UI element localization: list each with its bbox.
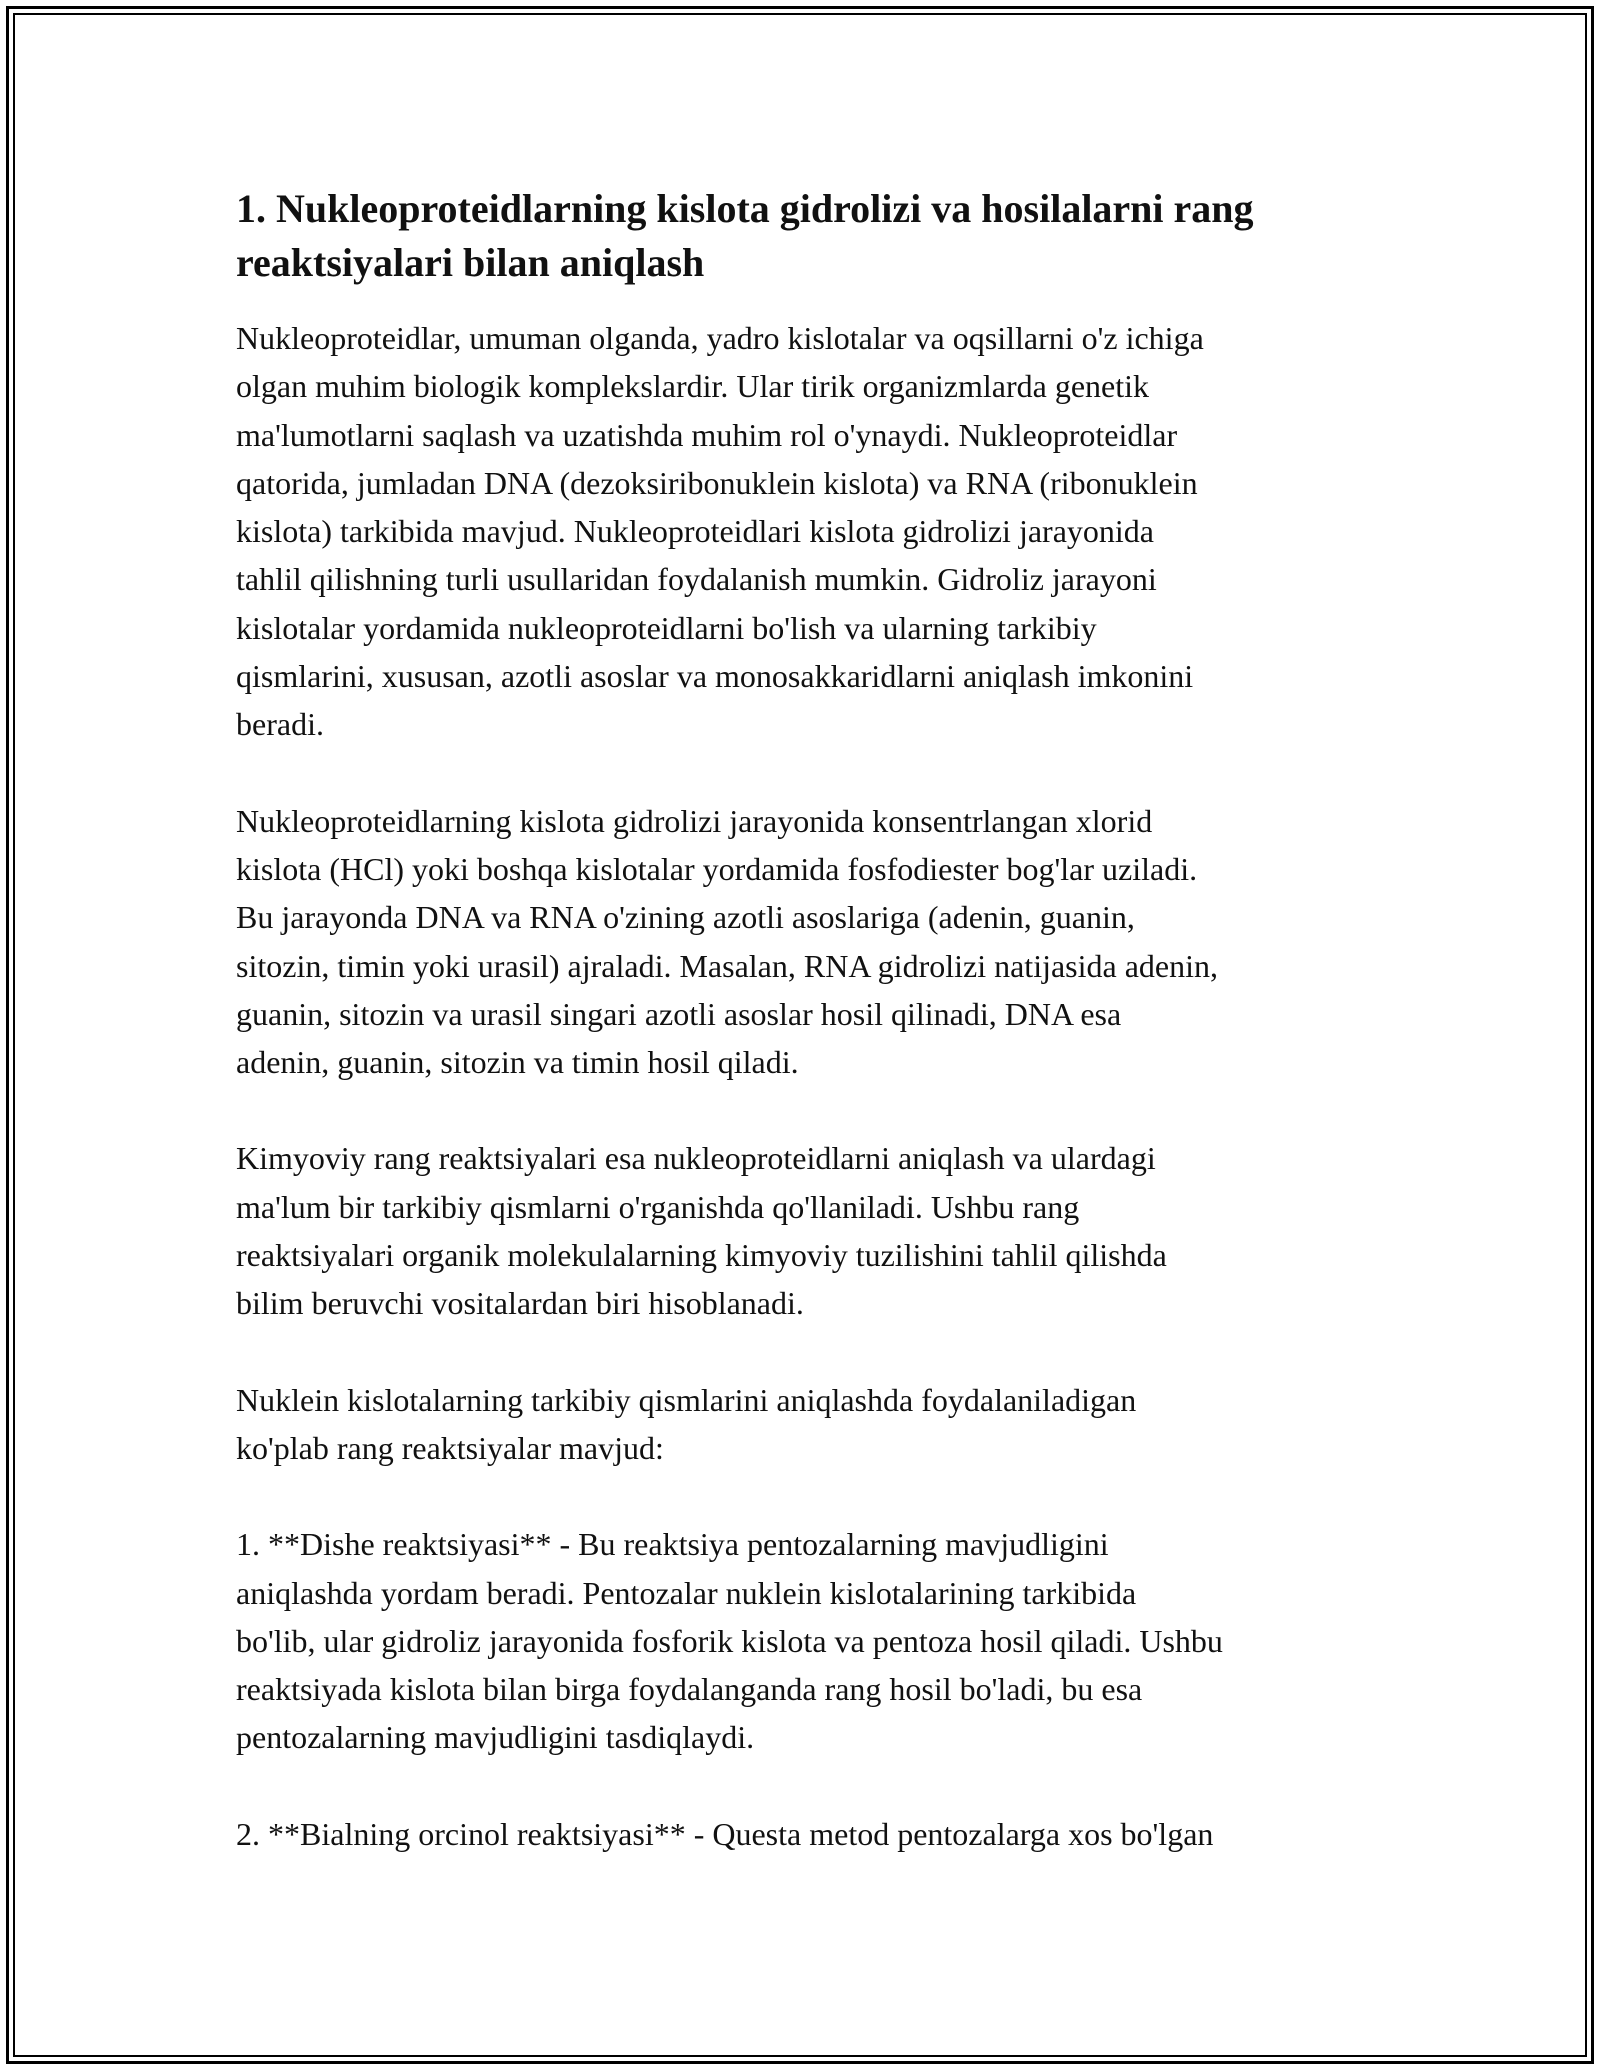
paragraph-color-reactions: Kimyoviy rang reaktsiyalari esa nukleoproteidlarni aniqlash va ulardagi ma'lum bir tarkibiy qismlarni o'rganishda qo'llaniladi. Ushbu rang reaktsiyalari organik molekulalarning kimyoviy tuzilishini tahlil qilishda bilim beruvchi vositalardan biri hisoblanadi.	[236, 1140, 1167, 1322]
document-title: 1. Nukleoproteidlarning kislota gidrolizi va hosilalarni rang reaktsiyalari bilan aniqlash	[236, 186, 1254, 285]
paragraph-intro: Nukleoproteidlar, umuman olganda, yadro kislotalar va oqsillarni o'z ichiga olgan muhim biologik komplekslardir. Ular tirik organizmlarda genetik ma'lumotlarni saqlash va uzatishda muhim rol o'ynaydi. Nukleoproteidlar qatorida, jumladan DNA (dezoksiribonuklein kislota) va RNA (ribonuklein kislota) tarkibida mavjud. Nukleoproteidlari kislota gidrolizi jarayonida tahlil qilishning turli usullaridan foydalanish mumkin. Gidroliz jarayoni kislotalar yordamida nukleoproteidlarni bo'lish va ularning tarkibiy qismlarini, xususan, azotli asoslar va monosakkaridlarni aniqlash imkonini beradi.	[236, 320, 1204, 743]
paragraph-hydrolysis: Nukleoproteidlarning kislota gidrolizi jarayonida konsentrlangan xlorid kislota (HCl) yoki boshqa kislotalar yordamida fosfodiester bog'lar uziladi. Bu jarayonda DNA va RNA o'zining azotli asoslariga (adenin, guanin, sitozin, timin yoki urasil) ajraladi. Masalan, RNA gidrolizi natijasida adenin, guanin, sitozin va urasil singari azotli asoslar hosil qilinadi, DNA esa adenin, guanin, sitozin va timin hosil qiladi.	[236, 802, 1219, 1081]
list-item-dishe-reaction: 1. **Dishe reaktsiyasi** - Bu reaktsiya pentozalarning mavjudligini aniqlashda yordam beradi. Pentozalar nuklein kislotalarining tarkibida bo'lib, ular gidroliz jarayonida fosforik kislota va pentoza hosil qiladi. Ushbu reaktsiyada kislota bilan birga foydalanganda rang hosil bo'ladi, bu esa pentozalarning mavjudligini tasdiqlaydi.	[236, 1526, 1223, 1756]
paragraph-reactions-list-intro: Nuklein kislotalarning tarkibiy qismlarini aniqlashda foydalaniladigan ko'plab rang reaktsiyalar mavjud:	[236, 1381, 1137, 1466]
list-item-bial-orcinol-reaction: 2. **Bialning orcinol reaktsiyasi** - Questa metod pentozalarga xos bo'lgan	[236, 1815, 1214, 1852]
document-body	[236, 182, 1376, 1906]
